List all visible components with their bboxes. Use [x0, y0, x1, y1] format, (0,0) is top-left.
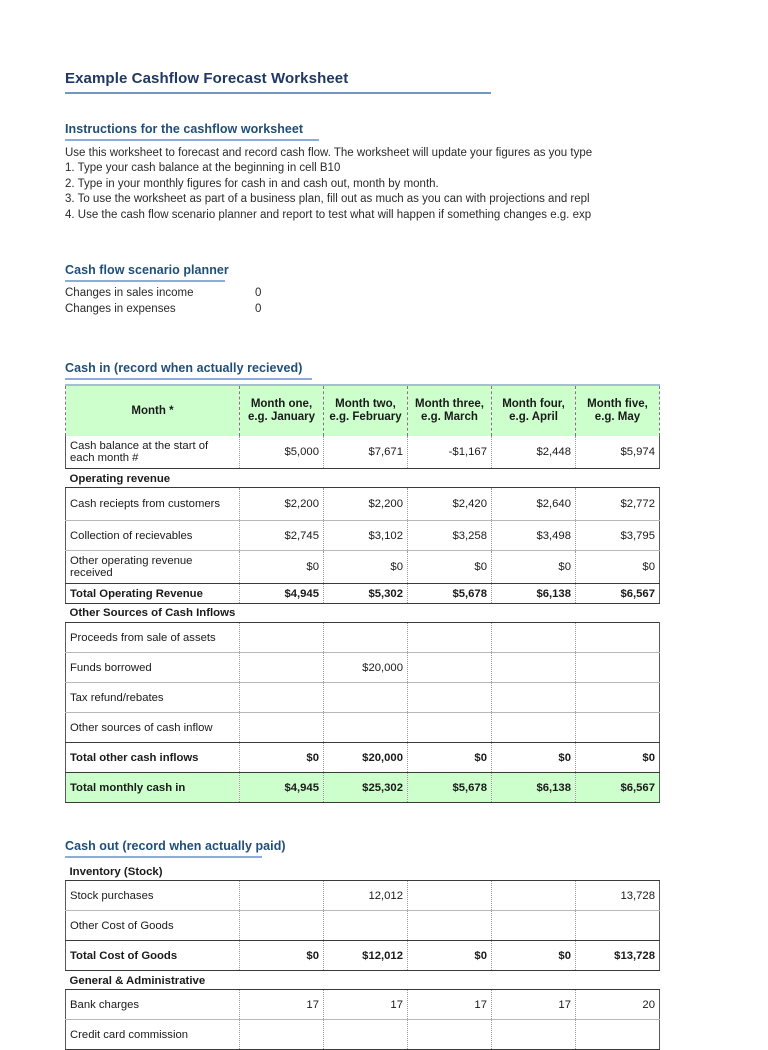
group-heading-operating-revenue [66, 469, 660, 488]
instructions-underline [65, 139, 319, 141]
cell-tax-refund-rebates-m2[interactable] [324, 683, 408, 713]
cell-other-operating-revenue-m3[interactable]: $0 [408, 551, 492, 584]
cell-credit-card-commission-m2[interactable] [324, 1020, 408, 1050]
cell-opening-balance-m5[interactable]: $5,974 [576, 436, 660, 469]
cell-collection-receivables-m3[interactable]: $3,258 [408, 521, 492, 551]
cell-cash-receipts-m1[interactable]: $2,200 [240, 488, 324, 521]
group-heading-inventory [66, 862, 660, 881]
row-label-tax-refund-rebates: Tax refund/rebates [66, 683, 240, 713]
cell-opening-balance-m3[interactable]: -$1,167 [408, 436, 492, 469]
group-spacer [576, 862, 660, 881]
cell-total-operating-revenue-m4: $6,138 [492, 584, 576, 604]
group-label-operating-revenue: Operating revenue [66, 469, 240, 488]
row-label-other-operating-revenue: Other operating revenue received [66, 551, 240, 584]
cell-credit-card-commission-m3[interactable] [408, 1020, 492, 1050]
cell-funds-borrowed-m1[interactable] [240, 653, 324, 683]
row-label-collection-receivables: Collection of recievables [66, 521, 240, 551]
cell-total-cost-of-goods-m2: $12,012 [324, 941, 408, 971]
table-row [66, 551, 660, 584]
page-title: Example Cashflow Forecast Worksheet [65, 70, 349, 87]
cell-proceeds-sale-assets-m3[interactable] [408, 623, 492, 653]
row-label-stock-purchases: Stock purchases [66, 881, 240, 911]
cell-other-cost-of-goods-m5[interactable] [576, 911, 660, 941]
row-label-total-operating-revenue: Total Operating Revenue [66, 584, 240, 604]
group-heading-other-sources [66, 604, 660, 623]
row-label-other-cost-of-goods: Other Cost of Goods [66, 911, 240, 941]
cell-proceeds-sale-assets-m1[interactable] [240, 623, 324, 653]
cell-total-other-inflows-m1: $0 [240, 743, 324, 773]
row-label-total-other-inflows: Total other cash inflows [66, 743, 240, 773]
cell-bank-charges-m2[interactable]: 17 [324, 990, 408, 1020]
row-label-opening-balance: Cash balance at the start of each month # [66, 436, 240, 469]
group-spacer [240, 971, 324, 990]
table-row-total-cost-of-goods [66, 941, 660, 971]
table-row-total-other-inflows [66, 743, 660, 773]
group-spacer [408, 469, 492, 488]
cell-credit-card-commission-m4[interactable] [492, 1020, 576, 1050]
cell-other-operating-revenue-m2[interactable]: $0 [324, 551, 408, 584]
cell-total-other-inflows-m2: $20,000 [324, 743, 408, 773]
cell-bank-charges-m5[interactable]: 20 [576, 990, 660, 1020]
group-spacer [492, 604, 576, 623]
cell-other-sources-inflow-m3[interactable] [408, 713, 492, 743]
cash-in-section [65, 359, 768, 803]
scenario-planner-section [65, 261, 768, 317]
cell-proceeds-sale-assets-m2[interactable] [324, 623, 408, 653]
group-label-inventory: Inventory (Stock) [66, 862, 240, 881]
cell-collection-receivables-m4[interactable]: $3,498 [492, 521, 576, 551]
row-label-total-monthly-cash-in: Total monthly cash in [66, 773, 240, 803]
scenario-planner-underline [65, 280, 225, 282]
scenario-value-sales-income[interactable]: 0 [255, 287, 262, 300]
cell-total-other-inflows-m4: $0 [492, 743, 576, 773]
scenario-row [65, 286, 385, 302]
cell-collection-receivables-m2[interactable]: $3,102 [324, 521, 408, 551]
instruction-line-4: 4. Use the cash flow scenario planner and report to test what will happen if something changes e.g. exp [65, 208, 592, 221]
table-row [66, 683, 660, 713]
cell-total-monthly-cash-in-m2: $25,302 [324, 773, 408, 803]
cell-proceeds-sale-assets-m5[interactable] [576, 623, 660, 653]
row-label-funds-borrowed: Funds borrowed [66, 653, 240, 683]
document-title-block [65, 70, 768, 94]
group-spacer [324, 604, 408, 623]
cell-stock-purchases-m2[interactable]: 12,012 [324, 881, 408, 911]
scenario-planner-table [65, 286, 768, 317]
table-row [66, 911, 660, 941]
scenario-planner-heading: Cash flow scenario planner [65, 263, 229, 278]
group-spacer [324, 469, 408, 488]
table-row-total-monthly-cash-in [66, 773, 660, 803]
group-label-general-administrative: General & Administrative [66, 971, 240, 990]
cell-tax-refund-rebates-m4[interactable] [492, 683, 576, 713]
group-spacer [576, 469, 660, 488]
cell-funds-borrowed-m2[interactable]: $20,000 [324, 653, 408, 683]
cell-proceeds-sale-assets-m4[interactable] [492, 623, 576, 653]
cash-out-heading: Cash out (record when actually paid) [65, 839, 286, 854]
instructions-heading: Instructions for the cashflow worksheet [65, 122, 304, 136]
cell-total-operating-revenue-m5: $6,567 [576, 584, 660, 604]
table-row [66, 488, 660, 521]
scenario-label-expenses: Changes in expenses [65, 302, 176, 315]
cell-stock-purchases-m1[interactable] [240, 881, 324, 911]
instruction-line-2: 2. Type in your monthly figures for cash in and cash out, month by month. [65, 177, 439, 190]
cell-funds-borrowed-m4[interactable] [492, 653, 576, 683]
table-row [66, 623, 660, 653]
row-label-other-sources-inflow: Other sources of cash inflow [66, 713, 240, 743]
group-spacer [240, 469, 324, 488]
table-row-total-operating-revenue [66, 584, 660, 604]
column-header-month-four: Month four, e.g. April [492, 385, 576, 436]
cell-other-sources-inflow-m5[interactable] [576, 713, 660, 743]
instruction-line-intro: Use this worksheet to forecast and record cash flow. The worksheet will update your figures as you type [65, 147, 593, 159]
row-label-total-cost-of-goods: Total Cost of Goods [66, 941, 240, 971]
row-label-proceeds-sale-assets: Proceeds from sale of assets [66, 623, 240, 653]
group-spacer [492, 971, 576, 990]
cash-in-underline [65, 378, 312, 380]
cell-funds-borrowed-m3[interactable] [408, 653, 492, 683]
group-label-other-sources: Other Sources of Cash Inflows [66, 604, 240, 623]
cell-other-operating-revenue-m1[interactable]: $0 [240, 551, 324, 584]
cell-collection-receivables-m5[interactable]: $3,795 [576, 521, 660, 551]
cell-other-sources-inflow-m1[interactable] [240, 713, 324, 743]
cell-total-other-inflows-m3: $0 [408, 743, 492, 773]
cell-total-operating-revenue-m1: $4,945 [240, 584, 324, 604]
cash-out-section [65, 837, 768, 1050]
group-spacer [492, 469, 576, 488]
column-header-month-one: Month one, e.g. January [240, 385, 324, 436]
group-spacer [576, 971, 660, 990]
cell-total-operating-revenue-m2: $5,302 [324, 584, 408, 604]
group-spacer [324, 862, 408, 881]
cell-tax-refund-rebates-m5[interactable] [576, 683, 660, 713]
cell-tax-refund-rebates-m3[interactable] [408, 683, 492, 713]
cell-other-operating-revenue-m5[interactable]: $0 [576, 551, 660, 584]
cell-total-monthly-cash-in-m3: $5,678 [408, 773, 492, 803]
cash-out-underline [65, 856, 262, 858]
cell-credit-card-commission-m1[interactable] [240, 1020, 324, 1050]
cash-in-header-row [66, 385, 660, 436]
scenario-value-expenses[interactable]: 0 [255, 302, 262, 315]
column-header-month-label: Month * [66, 385, 240, 436]
instructions-section [65, 120, 768, 223]
cell-total-other-inflows-m5: $0 [576, 743, 660, 773]
instruction-line-1: 1. Type your cash balance at the beginning in cell B10 [65, 162, 341, 175]
cell-funds-borrowed-m5[interactable] [576, 653, 660, 683]
cell-cash-receipts-m4[interactable]: $2,640 [492, 488, 576, 521]
instruction-line-3: 3. To use the worksheet as part of a business plan, fill out as much as you can with projections and repl [65, 193, 590, 206]
cell-opening-balance-m1[interactable]: $5,000 [240, 436, 324, 469]
cell-total-cost-of-goods-m1: $0 [240, 941, 324, 971]
cell-total-cost-of-goods-m3: $0 [408, 941, 492, 971]
worksheet-content [65, 70, 768, 1050]
cash-in-table [65, 384, 660, 803]
cell-total-cost-of-goods-m5: $13,728 [576, 941, 660, 971]
cell-cash-receipts-m2[interactable]: $2,200 [324, 488, 408, 521]
row-label-bank-charges: Bank charges [66, 990, 240, 1020]
group-spacer [492, 862, 576, 881]
scenario-row [65, 302, 385, 318]
cell-stock-purchases-m5[interactable]: 13,728 [576, 881, 660, 911]
instructions-body [65, 146, 768, 223]
group-spacer [408, 971, 492, 990]
table-row [66, 881, 660, 911]
cell-other-cost-of-goods-m2[interactable] [324, 911, 408, 941]
cell-opening-balance-m4[interactable]: $2,448 [492, 436, 576, 469]
cell-total-cost-of-goods-m4: $0 [492, 941, 576, 971]
table-row [66, 990, 660, 1020]
group-spacer [240, 862, 324, 881]
cell-other-cost-of-goods-m1[interactable] [240, 911, 324, 941]
cell-opening-balance-m2[interactable]: $7,671 [324, 436, 408, 469]
group-spacer [408, 862, 492, 881]
cash-in-heading: Cash in (record when actually recieved) [65, 361, 303, 376]
cell-cash-receipts-m5[interactable]: $2,772 [576, 488, 660, 521]
cell-total-monthly-cash-in-m4: $6,138 [492, 773, 576, 803]
table-row [66, 521, 660, 551]
column-header-month-three: Month three, e.g. March [408, 385, 492, 436]
group-spacer [324, 971, 408, 990]
group-heading-general-administrative [66, 971, 660, 990]
column-header-month-five: Month five, e.g. May [576, 385, 660, 436]
cell-collection-receivables-m1[interactable]: $2,745 [240, 521, 324, 551]
cell-stock-purchases-m3[interactable] [408, 881, 492, 911]
table-row [66, 1020, 660, 1050]
cell-total-monthly-cash-in-m1: $4,945 [240, 773, 324, 803]
cell-other-operating-revenue-m4[interactable]: $0 [492, 551, 576, 584]
row-label-credit-card-commission: Credit card commission [66, 1020, 240, 1050]
cell-other-cost-of-goods-m4[interactable] [492, 911, 576, 941]
cell-stock-purchases-m4[interactable] [492, 881, 576, 911]
column-header-month-two: Month two, e.g. February [324, 385, 408, 436]
cell-total-monthly-cash-in-m5: $6,567 [576, 773, 660, 803]
table-row-opening-balance [66, 436, 660, 469]
cell-cash-receipts-m3[interactable]: $2,420 [408, 488, 492, 521]
cash-out-table [65, 862, 660, 1050]
cell-tax-refund-rebates-m1[interactable] [240, 683, 324, 713]
group-spacer [240, 604, 324, 623]
cell-other-sources-inflow-m4[interactable] [492, 713, 576, 743]
cell-other-cost-of-goods-m3[interactable] [408, 911, 492, 941]
group-spacer [576, 604, 660, 623]
table-row [66, 713, 660, 743]
scenario-label-sales-income: Changes in sales income [65, 287, 194, 300]
cell-credit-card-commission-m5[interactable] [576, 1020, 660, 1050]
row-label-cash-receipts: Cash reciepts from customers [66, 488, 240, 521]
cell-bank-charges-m1[interactable]: 17 [240, 990, 324, 1020]
cell-bank-charges-m3[interactable]: 17 [408, 990, 492, 1020]
cell-other-sources-inflow-m2[interactable] [324, 713, 408, 743]
cell-total-operating-revenue-m3: $5,678 [408, 584, 492, 604]
table-row [66, 653, 660, 683]
title-underline [65, 92, 491, 94]
cell-bank-charges-m4[interactable]: 17 [492, 990, 576, 1020]
group-spacer [408, 604, 492, 623]
